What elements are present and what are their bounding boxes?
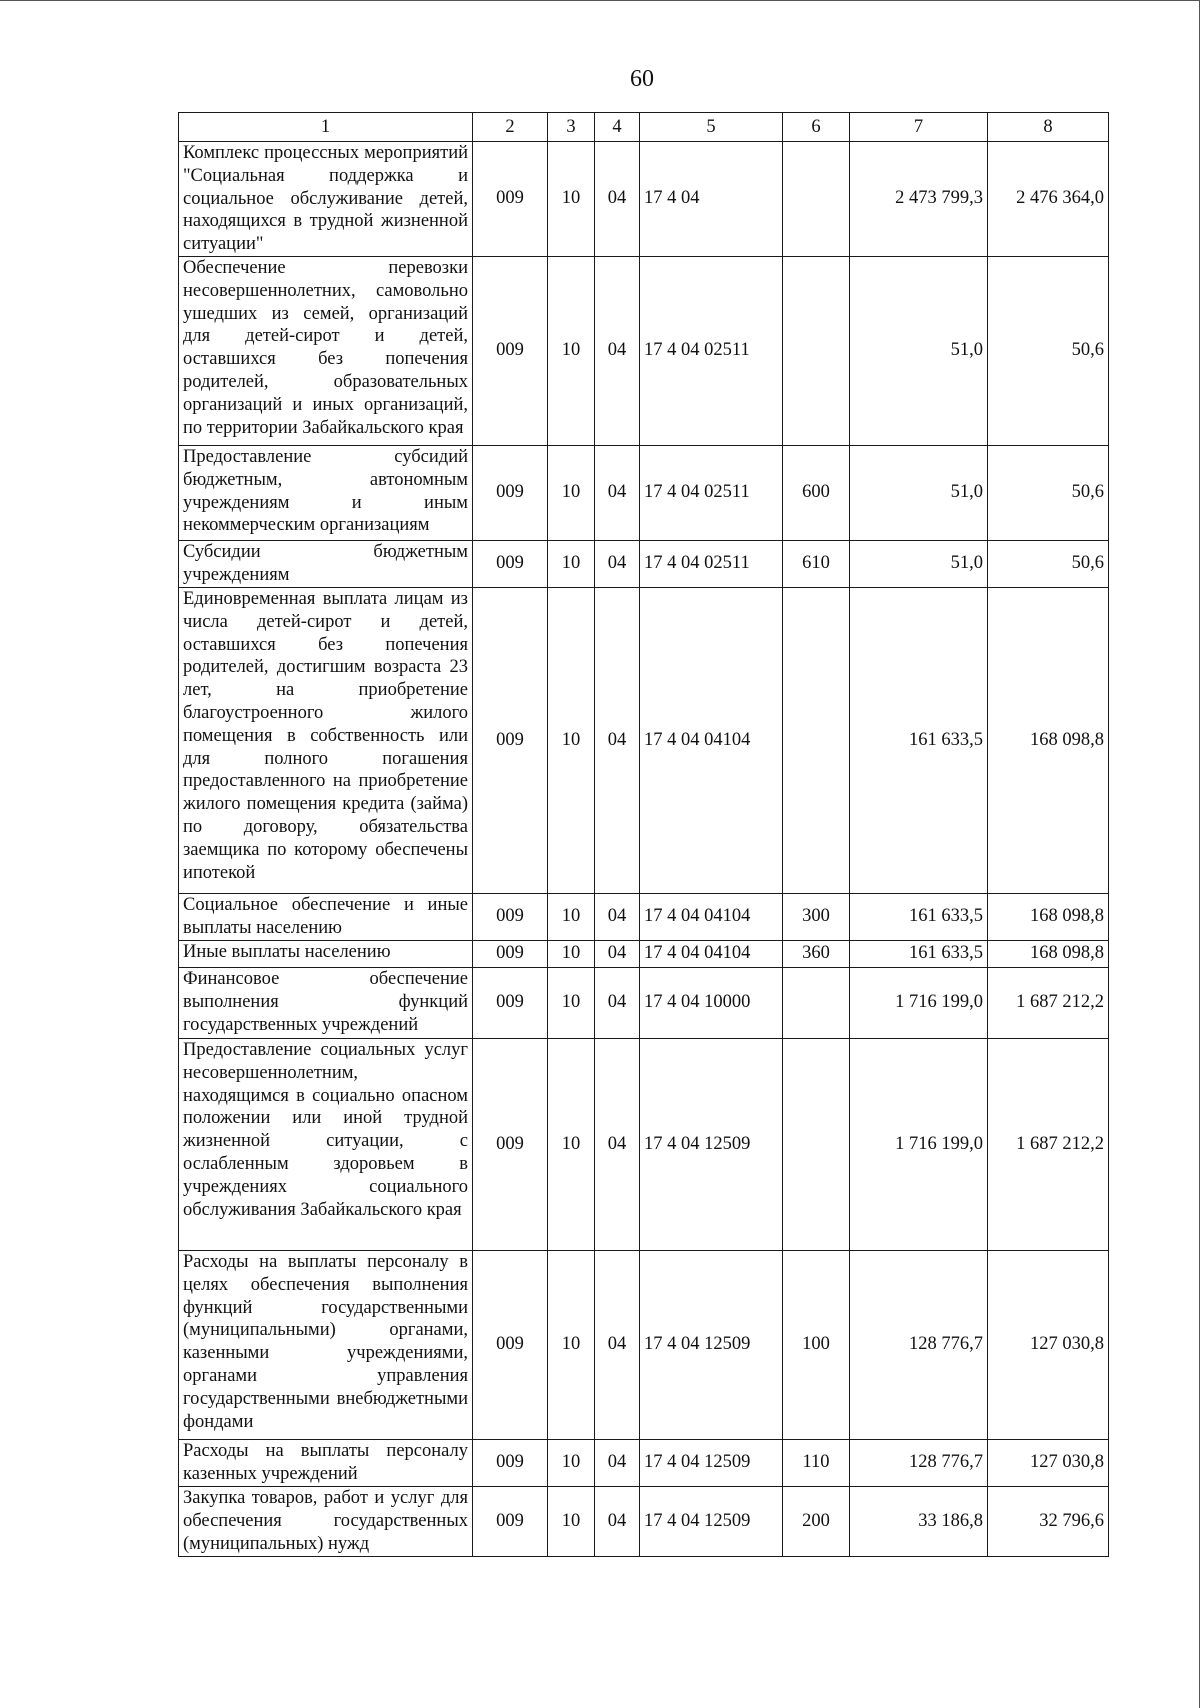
amount-col7-cell: 128 776,7 <box>850 1439 988 1486</box>
row-name-cell: Субсидии бюджетным учреждениям <box>179 540 473 587</box>
subsection-code-cell: 04 <box>595 1486 640 1556</box>
table-row <box>179 893 1109 940</box>
row-name-cell: Иные выплаты населению <box>179 940 473 967</box>
target-article-cell: 17 4 04 02511 <box>640 445 783 540</box>
expense-type-cell <box>783 967 850 1038</box>
expense-type-cell <box>783 142 850 257</box>
amount-col7-cell: 161 633,5 <box>850 587 988 893</box>
target-article-cell: 17 4 04 12509 <box>640 1250 783 1439</box>
target-article-cell: 17 4 04 12509 <box>640 1486 783 1556</box>
subsection-code-cell: 04 <box>595 445 640 540</box>
header-cell: 4 <box>595 113 640 142</box>
row-name-cell: Обеспечение перевозки несовершеннолетних, самовольно ушедших из семей, организаций для детей-сирот и детей, оставшихся без попечения родителей, образовательных организаций и иных организаций, по территории Забайкальского края <box>179 256 473 445</box>
header-cell: 6 <box>783 113 850 142</box>
ministry-code-cell: 009 <box>473 445 548 540</box>
ministry-code-cell: 009 <box>473 587 548 893</box>
subsection-code-cell: 04 <box>595 256 640 445</box>
row-name-cell: Предоставление социальных услуг несовершеннолетним, находящимся в социально опасном положении или иной трудной жизненной ситуации, с ослабленным здоровьем в учреждениях социального обслуживания Забайкальского края <box>179 1038 473 1250</box>
ministry-code-cell: 009 <box>473 540 548 587</box>
amount-col8-cell: 50,6 <box>988 256 1109 445</box>
section-code-cell: 10 <box>548 967 595 1038</box>
ministry-code-cell: 009 <box>473 893 548 940</box>
section-code-cell: 10 <box>548 1439 595 1486</box>
table-row <box>179 445 1109 540</box>
expense-type-cell: 360 <box>783 940 850 967</box>
amount-col8-cell: 32 796,6 <box>988 1486 1109 1556</box>
expense-type-cell: 610 <box>783 540 850 587</box>
section-code-cell: 10 <box>548 1038 595 1250</box>
amount-col7-cell: 1 716 199,0 <box>850 1038 988 1250</box>
subsection-code-cell: 04 <box>595 587 640 893</box>
amount-col7-cell: 51,0 <box>850 445 988 540</box>
expense-type-cell: 100 <box>783 1250 850 1439</box>
amount-col8-cell: 1 687 212,2 <box>988 1038 1109 1250</box>
header-cell: 1 <box>179 113 473 142</box>
table-row <box>179 587 1109 893</box>
header-cell: 3 <box>548 113 595 142</box>
expense-type-cell: 110 <box>783 1439 850 1486</box>
target-article-cell: 17 4 04 <box>640 142 783 257</box>
subsection-code-cell: 04 <box>595 967 640 1038</box>
table-row <box>179 1250 1109 1439</box>
row-name-cell: Закупка товаров, работ и услуг для обеспечения государственных (муниципальных) нужд <box>179 1486 473 1556</box>
expense-type-cell <box>783 1038 850 1250</box>
table-row <box>179 1486 1109 1556</box>
target-article-cell: 17 4 04 10000 <box>640 967 783 1038</box>
amount-col8-cell: 50,6 <box>988 445 1109 540</box>
row-name-cell: Единовременная выплата лицам из числа детей-сирот и детей, оставшихся без попечения родителей, достигшим возраста 23 лет, на приобретение благоустроенного жилого помещения в собственность или для полного погашения предоставленного на приобретение жилого помещения кредита (займа) по договору, обязательства заемщика по которому обеспечены ипотекой <box>179 587 473 893</box>
section-code-cell: 10 <box>548 142 595 257</box>
table-row <box>179 940 1109 967</box>
subsection-code-cell: 04 <box>595 893 640 940</box>
budget-table <box>178 112 1109 1557</box>
header-row <box>179 113 1109 142</box>
section-code-cell: 10 <box>548 445 595 540</box>
section-code-cell: 10 <box>548 587 595 893</box>
amount-col8-cell: 2 476 364,0 <box>988 142 1109 257</box>
amount-col8-cell: 168 098,8 <box>988 893 1109 940</box>
subsection-code-cell: 04 <box>595 940 640 967</box>
header-cell: 5 <box>640 113 783 142</box>
subsection-code-cell: 04 <box>595 142 640 257</box>
header-cell: 7 <box>850 113 988 142</box>
target-article-cell: 17 4 04 02511 <box>640 540 783 587</box>
section-code-cell: 10 <box>548 540 595 587</box>
amount-col8-cell: 127 030,8 <box>988 1439 1109 1486</box>
target-article-cell: 17 4 04 12509 <box>640 1439 783 1486</box>
table-row <box>179 967 1109 1038</box>
ministry-code-cell: 009 <box>473 967 548 1038</box>
page-number: 60 <box>630 66 654 92</box>
subsection-code-cell: 04 <box>595 1439 640 1486</box>
subsection-code-cell: 04 <box>595 1038 640 1250</box>
ministry-code-cell: 009 <box>473 1439 548 1486</box>
ministry-code-cell: 009 <box>473 256 548 445</box>
amount-col7-cell: 51,0 <box>850 540 988 587</box>
scan-top-edge <box>0 0 1200 1</box>
section-code-cell: 10 <box>548 256 595 445</box>
amount-col7-cell: 2 473 799,3 <box>850 142 988 257</box>
subsection-code-cell: 04 <box>595 540 640 587</box>
amount-col8-cell: 168 098,8 <box>988 940 1109 967</box>
amount-col8-cell: 50,6 <box>988 540 1109 587</box>
target-article-cell: 17 4 04 04104 <box>640 940 783 967</box>
ministry-code-cell: 009 <box>473 940 548 967</box>
table-row <box>179 540 1109 587</box>
expense-type-cell: 200 <box>783 1486 850 1556</box>
header-cell: 2 <box>473 113 548 142</box>
section-code-cell: 10 <box>548 1486 595 1556</box>
row-name-cell: Финансовое обеспечение выполнения функций государственных учреждений <box>179 967 473 1038</box>
amount-col8-cell: 1 687 212,2 <box>988 967 1109 1038</box>
target-article-cell: 17 4 04 04104 <box>640 587 783 893</box>
ministry-code-cell: 009 <box>473 1038 548 1250</box>
amount-col7-cell: 161 633,5 <box>850 893 988 940</box>
ministry-code-cell: 009 <box>473 1486 548 1556</box>
amount-col7-cell: 51,0 <box>850 256 988 445</box>
section-code-cell: 10 <box>548 893 595 940</box>
row-name-cell: Предоставление субсидий бюджетным, автономным учреждениям и иным некоммерческим организациям <box>179 445 473 540</box>
expense-type-cell <box>783 256 850 445</box>
table-row <box>179 142 1109 257</box>
expense-type-cell: 600 <box>783 445 850 540</box>
subsection-code-cell: 04 <box>595 1250 640 1439</box>
section-code-cell: 10 <box>548 940 595 967</box>
row-name-cell: Социальное обеспечение и иные выплаты населению <box>179 893 473 940</box>
amount-col7-cell: 128 776,7 <box>850 1250 988 1439</box>
expense-type-cell: 300 <box>783 893 850 940</box>
amount-col7-cell: 33 186,8 <box>850 1486 988 1556</box>
target-article-cell: 17 4 04 02511 <box>640 256 783 445</box>
row-name-cell: Расходы на выплаты персоналу казенных учреждений <box>179 1439 473 1486</box>
table-row <box>179 1038 1109 1250</box>
target-article-cell: 17 4 04 04104 <box>640 893 783 940</box>
table-row <box>179 1439 1109 1486</box>
table-row <box>179 256 1109 445</box>
expense-type-cell <box>783 587 850 893</box>
amount-col7-cell: 161 633,5 <box>850 940 988 967</box>
amount-col8-cell: 168 098,8 <box>988 587 1109 893</box>
amount-col8-cell: 127 030,8 <box>988 1250 1109 1439</box>
row-name-cell: Комплекс процессных мероприятий "Социальная поддержка и социальное обслуживание детей, находящихся в трудной жизненной ситуации" <box>179 142 473 257</box>
row-name-cell: Расходы на выплаты персоналу в целях обеспечения выполнения функций государственными (муниципальными) органами, казенными учреждениями, органами управления государственными внебюджетными фондами <box>179 1250 473 1439</box>
ministry-code-cell: 009 <box>473 142 548 257</box>
ministry-code-cell: 009 <box>473 1250 548 1439</box>
section-code-cell: 10 <box>548 1250 595 1439</box>
amount-col7-cell: 1 716 199,0 <box>850 967 988 1038</box>
header-cell: 8 <box>988 113 1109 142</box>
target-article-cell: 17 4 04 12509 <box>640 1038 783 1250</box>
